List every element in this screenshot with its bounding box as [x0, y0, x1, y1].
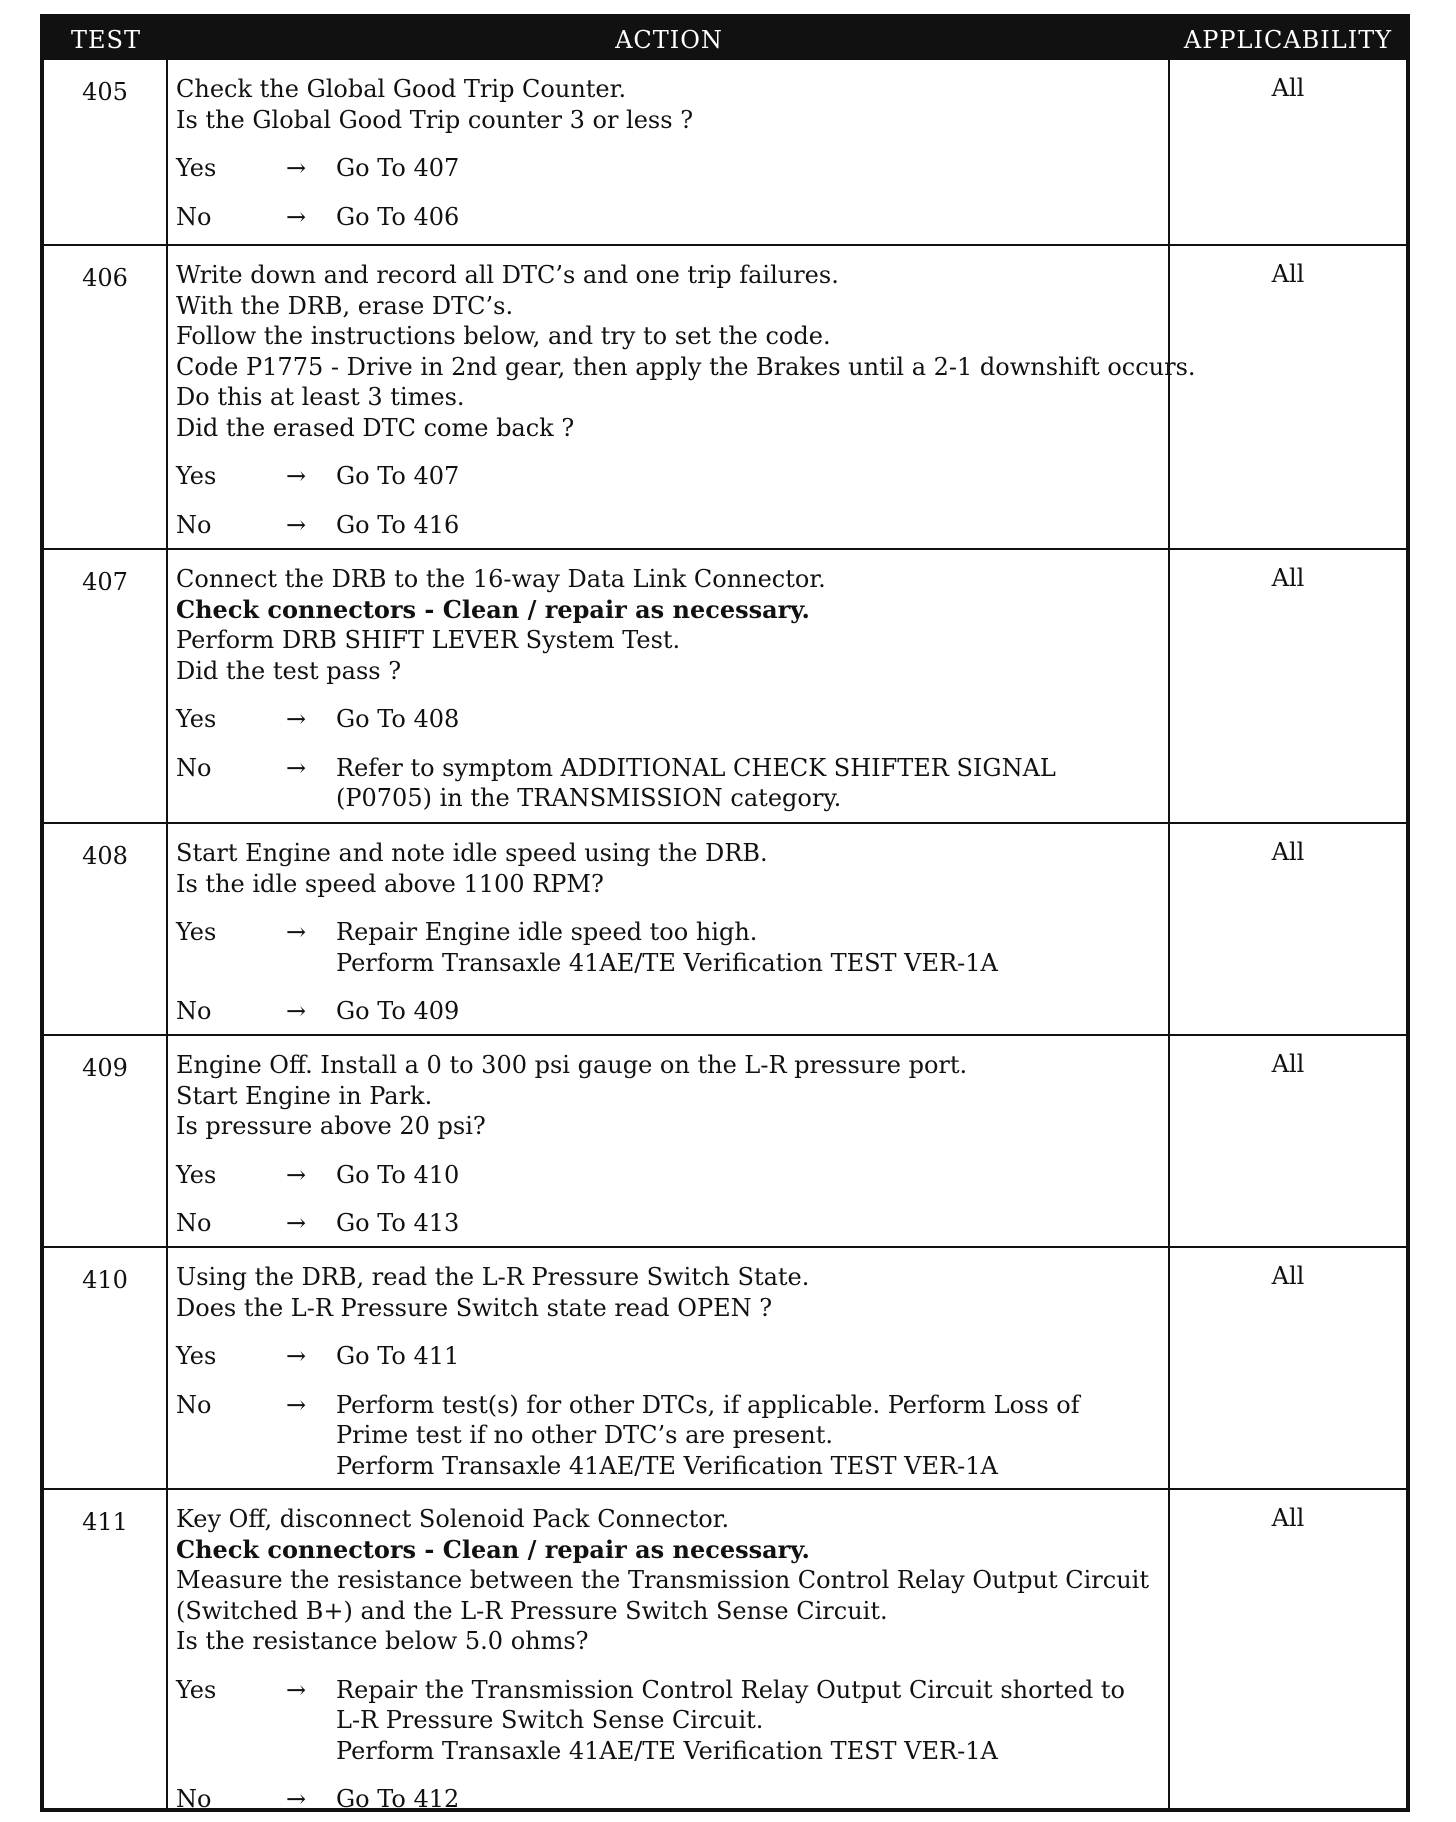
action-line: With the DRB, erase DTC’s.: [176, 291, 514, 320]
action-line: Start Engine and note idle speed using the DRB.: [176, 839, 768, 867]
action-cell: [168, 550, 1170, 824]
arrow-icon: →: [286, 154, 307, 182]
branch-result: [336, 1341, 1160, 1372]
branch-no: [176, 1784, 1160, 1812]
branch-result: [336, 753, 1160, 814]
branch-no: [176, 510, 1160, 541]
branch-result: [336, 202, 1160, 233]
branch-result: [336, 917, 1160, 978]
branch-result: [336, 1784, 1160, 1812]
branch-result: [336, 1160, 1160, 1191]
arrow-icon: →: [286, 918, 307, 946]
branch-result-line: Repair Engine idle speed too high.: [336, 918, 758, 946]
applicability-cell: All: [1170, 1490, 1406, 1810]
branch-yes: [176, 1341, 1160, 1372]
test-number: 411: [44, 1490, 168, 1810]
branch-label: No: [176, 753, 212, 782]
branch-result: [336, 996, 1160, 1027]
branch-list: [176, 153, 1160, 232]
applicability-cell: All: [1170, 60, 1406, 246]
branch-yes: [176, 153, 1160, 184]
arrow-icon: →: [286, 997, 307, 1025]
arrow-icon: →: [286, 202, 307, 231]
branch-label: Yes: [176, 1342, 217, 1370]
applicability-cell: All: [1170, 1036, 1406, 1248]
action-line: Start Engine in Park.: [176, 1081, 433, 1110]
arrow-icon: →: [286, 1342, 307, 1370]
branch-no: [176, 1208, 1160, 1239]
action-line: Code P1775 - Drive in 2nd gear, then apply the Brakes until a 2-1 downshift occurs.: [176, 352, 1196, 381]
branch-result-line: Repair the Transmission Control Relay Output Circuit shorted to: [336, 1675, 1125, 1704]
branch-label: No: [176, 1785, 212, 1812]
branch-result-line: Go To 413: [336, 1209, 460, 1237]
arrow-icon: →: [286, 1390, 307, 1419]
branch-label: No: [176, 510, 212, 539]
branch-result: [336, 461, 1160, 492]
diagnostic-test-table: [40, 14, 1410, 1812]
arrow-icon: →: [286, 1209, 307, 1237]
branch-label: No: [176, 1209, 212, 1237]
action-line: Is pressure above 20 psi?: [176, 1112, 486, 1140]
header-test: TEST: [44, 18, 168, 60]
action-line: Write down and record all DTC’s and one trip failures.: [176, 261, 839, 289]
arrow-icon: →: [286, 1785, 307, 1812]
branch-result-line: (P0705) in the TRANSMISSION category.: [336, 784, 842, 812]
action-line: Connect the DRB to the 16-way Data Link Connector.: [176, 565, 826, 593]
branch-no: [176, 996, 1160, 1027]
arrow-icon: →: [286, 1675, 307, 1704]
branch-label: No: [176, 1390, 212, 1419]
arrow-icon: →: [286, 705, 307, 733]
branch-result-line: Go To 416: [336, 510, 460, 539]
arrow-icon: →: [286, 462, 307, 490]
applicability-cell: All: [1170, 550, 1406, 824]
action-line: Is the resistance below 5.0 ohms?: [176, 1627, 589, 1655]
action-cell: [168, 246, 1196, 550]
branch-label: Yes: [176, 918, 217, 946]
branch-result-line: Go To 407: [336, 462, 460, 490]
branch-label: Yes: [176, 1675, 217, 1704]
applicability-cell: All: [1170, 824, 1406, 1036]
branch-yes: [176, 704, 1160, 735]
test-number: 410: [44, 1248, 168, 1490]
branch-result-line: Go To 406: [336, 202, 460, 231]
branch-label: Yes: [176, 462, 217, 490]
header-applicability: APPLICABILITY: [1170, 18, 1406, 60]
test-number: 405: [44, 60, 168, 246]
branch-result: [336, 1390, 1160, 1482]
branch-result-line: Refer to symptom ADDITIONAL CHECK SHIFTER SIGNAL: [336, 753, 1056, 782]
branch-no: [176, 202, 1160, 233]
branch-result: [336, 704, 1160, 735]
branch-result: [336, 153, 1160, 184]
action-cell: [168, 1490, 1170, 1810]
action-line: Using the DRB, read the L-R Pressure Switch State.: [176, 1263, 810, 1291]
branch-list: [176, 461, 1160, 540]
action-line: Perform DRB SHIFT LEVER System Test.: [176, 626, 681, 654]
arrow-icon: →: [286, 510, 307, 539]
action-line: Key Off, disconnect Solenoid Pack Connector.: [176, 1505, 730, 1533]
branch-result-line: Go To 411: [336, 1342, 460, 1370]
branch-list: [176, 917, 1160, 1027]
branch-list: [176, 704, 1160, 814]
arrow-icon: →: [286, 1160, 307, 1189]
action-line: Is the Global Good Trip counter 3 or less ?: [176, 105, 694, 134]
branch-result-line: Perform test(s) for other DTCs, if applicable. Perform Loss of: [336, 1390, 1080, 1419]
action-line: (Switched B+) and the L-R Pressure Switch Sense Circuit.: [176, 1596, 888, 1625]
action-cell: [168, 824, 1170, 1036]
branch-list: [176, 1160, 1160, 1239]
branch-result-line: Go To 410: [336, 1160, 460, 1189]
action-warning-line: Check connectors - Clean / repair as necessary.: [176, 1534, 810, 1564]
action-line: Did the test pass ?: [176, 656, 402, 685]
branch-list: [176, 1675, 1160, 1813]
branch-result-line: Perform Transaxle 41AE/TE Verification TEST VER-1A: [336, 1736, 998, 1765]
branch-result-line: L-R Pressure Switch Sense Circuit.: [336, 1706, 764, 1734]
branch-no: [176, 1390, 1160, 1482]
action-line: Does the L-R Pressure Switch state read OPEN ?: [176, 1293, 773, 1322]
branch-result-line: Prime test if no other DTC’s are present.: [336, 1421, 833, 1449]
header-action: ACTION: [168, 18, 1170, 60]
test-number: 406: [44, 246, 168, 550]
branch-label: No: [176, 997, 212, 1025]
action-cell: [168, 1248, 1170, 1490]
branch-yes: [176, 917, 1160, 978]
branch-result-line: Go To 408: [336, 705, 460, 733]
action-line: Do this at least 3 times.: [176, 383, 465, 411]
action-cell: [168, 60, 1170, 246]
action-line: Is the idle speed above 1100 RPM?: [176, 869, 604, 898]
test-number: 408: [44, 824, 168, 1036]
branch-label: No: [176, 202, 212, 231]
applicability-cell: All: [1170, 246, 1406, 550]
branch-label: Yes: [176, 1160, 217, 1189]
branch-result-line: Perform Transaxle 41AE/TE Verification TEST VER-1A: [336, 948, 998, 977]
applicability-cell: All: [1170, 1248, 1406, 1490]
branch-label: Yes: [176, 154, 217, 182]
branch-result: [336, 1675, 1160, 1767]
action-line: Engine Off. Install a 0 to 300 psi gauge on the L-R pressure port.: [176, 1051, 968, 1079]
branch-result-line: Go To 412: [336, 1785, 460, 1812]
branch-yes: [176, 1160, 1160, 1191]
branch-no: [176, 753, 1160, 814]
test-number: 409: [44, 1036, 168, 1248]
action-line: Follow the instructions below, and try to set the code.: [176, 322, 831, 350]
arrow-icon: →: [286, 753, 307, 782]
branch-yes: [176, 461, 1160, 492]
branch-result: [336, 1208, 1160, 1239]
action-warning-line: Check connectors - Clean / repair as necessary.: [176, 594, 810, 624]
action-line: Did the erased DTC come back ?: [176, 413, 575, 442]
table-grid: [44, 18, 1406, 1810]
branch-list: [176, 1341, 1160, 1481]
action-cell: [168, 1036, 1170, 1248]
action-line: Check the Global Good Trip Counter.: [176, 75, 627, 103]
branch-result-line: Go To 407: [336, 154, 460, 182]
branch-label: Yes: [176, 705, 217, 733]
test-number: 407: [44, 550, 168, 824]
action-line: Measure the resistance between the Transmission Control Relay Output Circuit: [176, 1566, 1149, 1594]
branch-yes: [176, 1675, 1160, 1767]
branch-result: [336, 510, 1160, 541]
branch-result-line: Go To 409: [336, 997, 460, 1025]
branch-result-line: Perform Transaxle 41AE/TE Verification TEST VER-1A: [336, 1451, 998, 1480]
